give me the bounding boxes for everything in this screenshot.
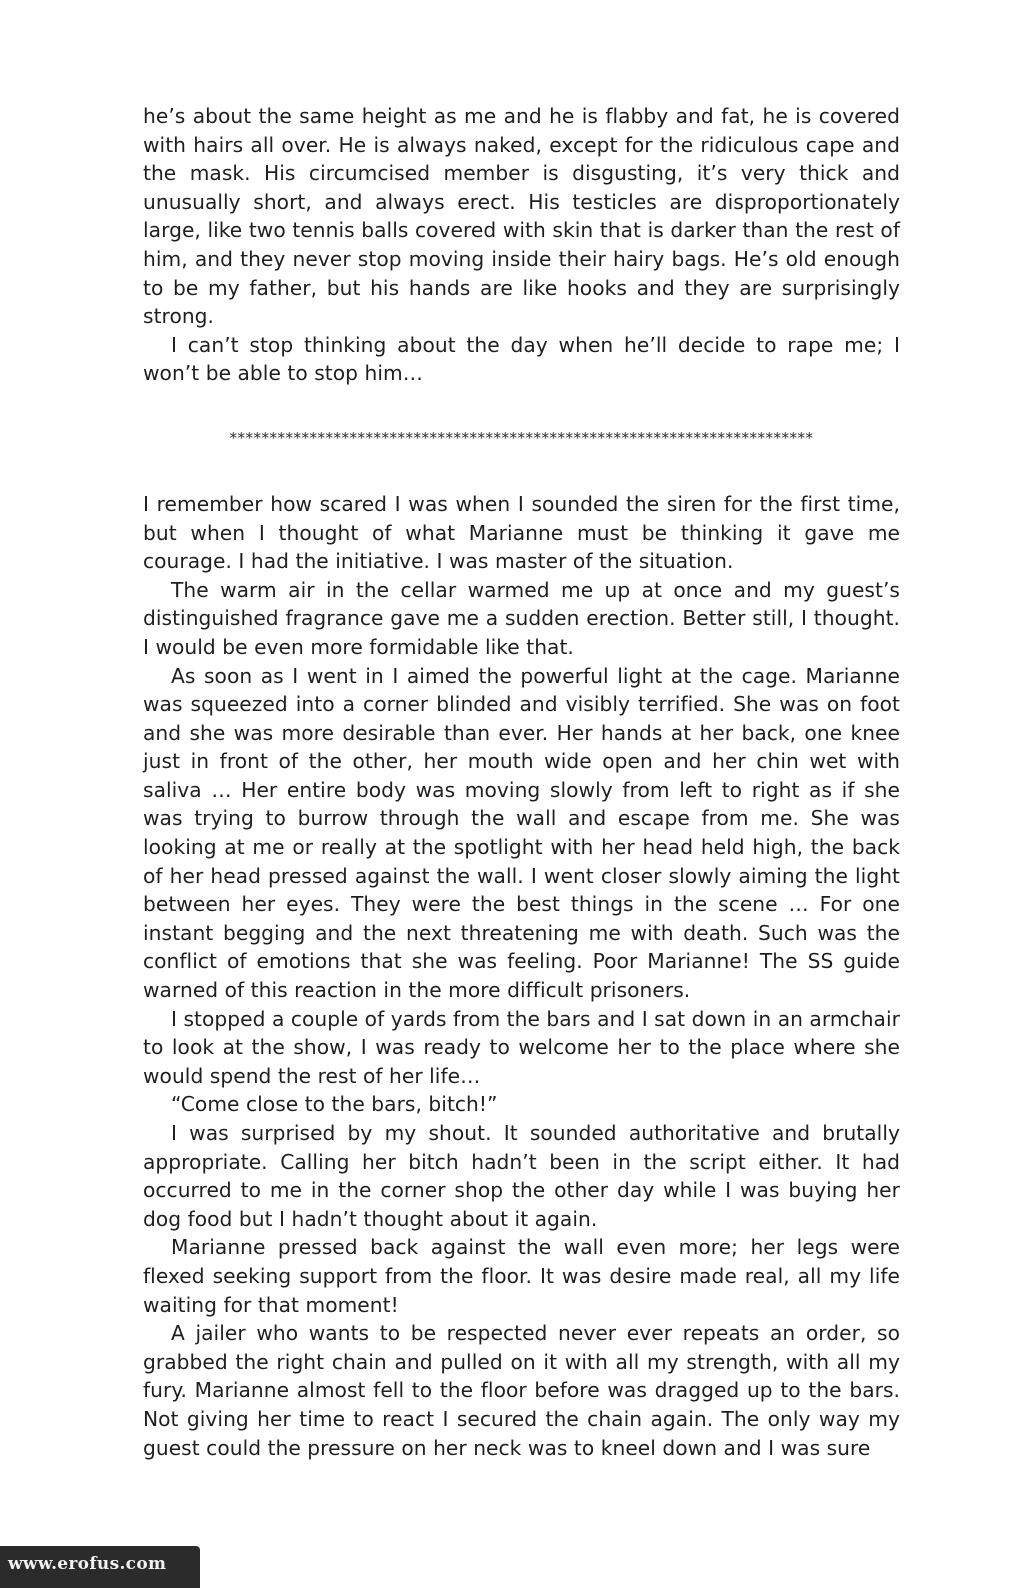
section-separator: ************************************************************************* bbox=[229, 428, 814, 447]
section-2 bbox=[143, 490, 900, 1462]
paragraph: I stopped a couple of yards from the bars and I sat down in an armchair to look at the show, I was ready to welcome her to the place where she would spend the rest of her life… bbox=[143, 1006, 900, 1088]
section-1 bbox=[143, 102, 900, 388]
paragraph: he’s about the same height as me and he is flabby and fat, he is covered with hairs all over. He is always naked, except for the ridiculous cape and the mask. His circumcised member is disgusting, it’s very thick and unusually short, and always erect. His testicles are disproportionately large, like two tennis balls covered with skin that is darker than the rest of him, and they never stop moving inside their hairy bags. He’s old enough to be my father, but his hands are like hooks and they are surprisingly strong. bbox=[143, 104, 900, 329]
paragraph: I can’t stop thinking about the day when he’ll decide to rape me; I won’t be able to stop him… bbox=[143, 332, 900, 386]
paragraph: A jailer who wants to be respected never ever repeats an order, so grabbed the right chain and pulled on it with all my strength, with all my fury. Marianne almost fell to the floor before was dragged up to the bars. Not giving her time to react I secured the chain again. The only way my guest could the pressure on her neck was to kneel down and I was sure bbox=[143, 1321, 900, 1460]
paragraph: As soon as I went in I aimed the powerful light at the cage. Marianne was squeezed into a corner blinded and visibly terrified. She was on foot and she was more desirable than ever. Her hands at her back, one knee just in front of the other, her mouth wide open and her chin wet with saliva … Her entire body was moving slowly from left to right as if she was trying to burrow through the wall and escape from me. She was looking at me or really at the spotlight with her head held high, the back of her head pressed against the wall. I went closer slowly aiming the light between her eyes. They were the best things in the scene … For one instant begging and the next threatening me with death. Such was the conflict of emotions that she was feeling. Poor Marianne! The SS guide warned of this reaction in the more difficult prisoners. bbox=[143, 663, 900, 1003]
watermark-badge bbox=[0, 1546, 200, 1588]
paragraph: Marianne pressed back against the wall even more; her legs were flexed seeking support from the floor. It was desire made real, all my life waiting for that moment! bbox=[143, 1235, 900, 1317]
watermark-text: www.erofus.com bbox=[8, 1554, 167, 1574]
dialogue-line: “Come close to the bars, bitch!” bbox=[171, 1092, 498, 1117]
book-page bbox=[143, 102, 900, 1462]
paragraph: I was surprised by my shout. It sounded authoritative and brutally appropriate. Calling her bitch hadn’t been in the script either. It had occurred to me in the corner shop the other day while I was buying her dog food but I hadn’t thought about it again. bbox=[143, 1121, 900, 1231]
paragraph: The warm air in the cellar warmed me up at once and my guest’s distinguished fragrance gave me a sudden erection. Better still, I thought. I would be even more formidable like that. bbox=[143, 577, 900, 659]
paragraph: I remember how scared I was when I sounded the siren for the first time, but when I thought of what Marianne must be thinking it gave me courage. I had the initiative. I was master of the situation. bbox=[143, 491, 900, 574]
